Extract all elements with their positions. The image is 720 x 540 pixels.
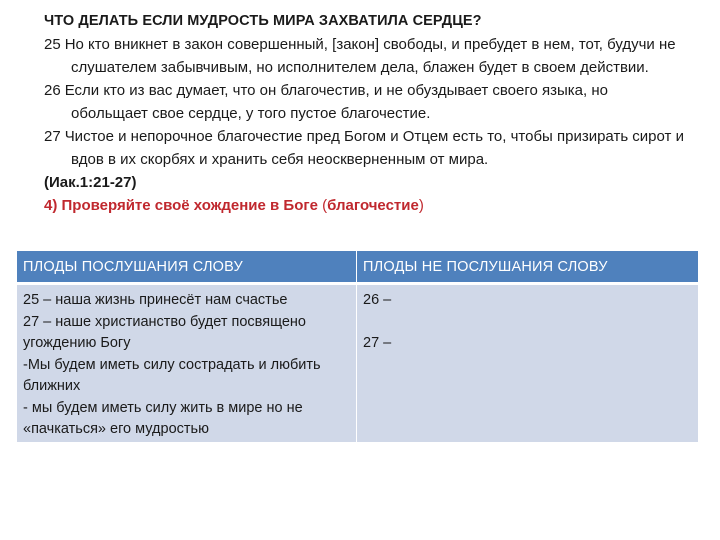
table-row xyxy=(17,284,698,443)
obedience-cell xyxy=(17,284,357,443)
fruits-table xyxy=(17,251,698,442)
subheading-paren-close: ) xyxy=(418,197,424,214)
list-item: 27 – наше христианство будет посвящено угождению Богу xyxy=(23,313,306,351)
verse-number: 25 xyxy=(44,36,61,53)
scripture-block xyxy=(44,10,684,217)
verse-26 xyxy=(44,79,684,125)
verse-number: 26 xyxy=(44,82,61,99)
list-item: 27 – xyxy=(363,334,392,351)
disobedience-cell xyxy=(357,284,699,443)
page-title: ЧТО ДЕЛАТЬ ЕСЛИ МУДРОСТЬ МИРА ЗАХВАТИЛА СЕРДЦЕ? xyxy=(44,13,482,29)
spacer xyxy=(363,312,692,333)
list-item: 26 – xyxy=(363,292,392,308)
section-subheading xyxy=(44,194,684,217)
verse-text: Но кто вникнет в закон совершенный, [закон] свободы, и пребудет в нем, тот, будучи не слушателем забывчивым, но исполнителем дела, блажен будет в своем действии. xyxy=(64,36,676,76)
list-item: 25 – наша жизнь принесёт нам счастье xyxy=(23,292,288,308)
verse-25 xyxy=(44,33,684,79)
list-item: -Мы будем иметь силу сострадать и любить ближних xyxy=(23,356,321,394)
scripture-reference: (Иак.1:21-27) xyxy=(44,174,137,191)
subheading-paren-open: ( xyxy=(322,197,328,214)
verse-27 xyxy=(44,125,684,171)
verse-text: Чистое и непорочное благочестие пред Богом и Отцем есть то, чтобы призирать сирот и вдов в их скорбях и хранить себя неоскверненным от мира. xyxy=(64,128,684,168)
subheading-text: 4) Проверяйте своё хождение в Боге xyxy=(44,197,323,214)
subheading-keyword: благочестие xyxy=(327,197,419,214)
list-item: - мы будем иметь силу жить в мире но не «пачкаться» его мудростью xyxy=(23,399,303,437)
verse-number: 27 xyxy=(44,128,61,145)
verse-text: Если кто из вас думает, что он благочестив, и не обуздывает своего языка, но обольщает свое сердце, у того пустое благочестие. xyxy=(64,82,608,122)
table-header-row xyxy=(17,251,698,284)
header-obedience: ПЛОДЫ ПОСЛУШАНИЯ СЛОВУ xyxy=(17,251,357,284)
header-disobedience: ПЛОДЫ НЕ ПОСЛУШАНИЯ СЛОВУ xyxy=(357,251,699,284)
